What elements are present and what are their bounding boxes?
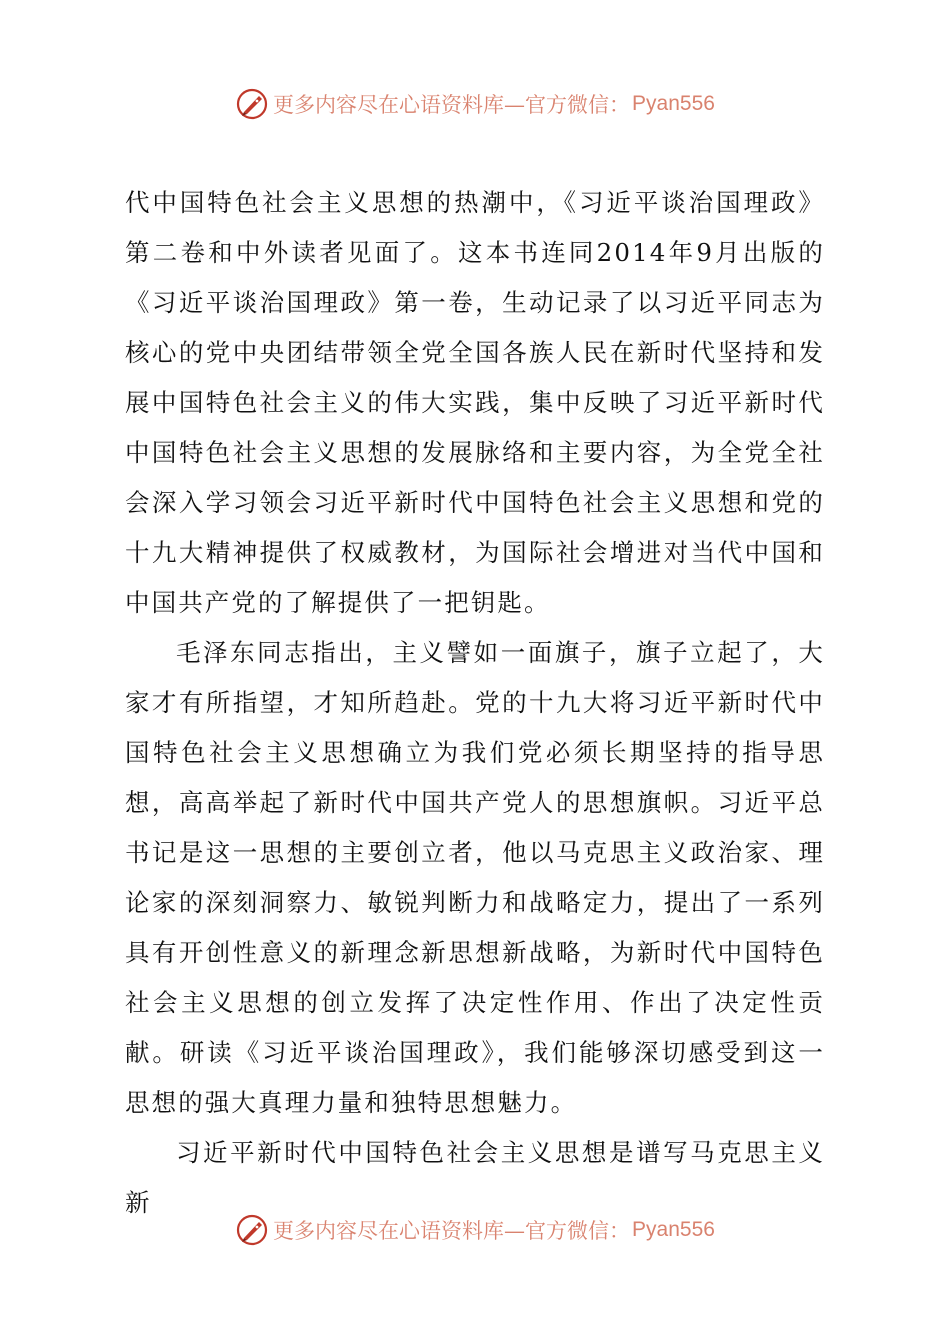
header-banner: [0, 84, 950, 124]
paragraph-2: 毛泽东同志指出，主义譬如一面旗子，旗子立起了，大家才有所指望，才知所趋赴。党的十九大将习近平新时代中国特色社会主义思想确立为我们党必须长期坚持的指导思想，高高举起了新时代中国共产党人的思想旗帜。习近平总书记是这一思想的主要创立者，他以马克思主义政治家、理论家的深刻洞察力、敏锐判断力和战略定力，提出了一系列具有开创性意义的新理念新思想新战略，为新时代中国特色社会主义思想的创立发挥了决定性作用、作出了决定性贡献。研读《习近平谈治国理政》，我们能够深切感受到这一思想的强大真理力量和独特思想魅力。: [125, 638, 825, 1117]
paragraph-3: 习近平新时代中国特色社会主义思想是谱写马克思主义新: [125, 1138, 825, 1217]
pen-circle-logo-icon: [235, 87, 269, 121]
document-body: [125, 178, 825, 1228]
footer-banner-text: 更多内容尽在心语资料库—官方微信：: [273, 1219, 631, 1243]
pen-circle-logo-icon: [235, 1213, 269, 1247]
header-banner-text: 更多内容尽在心语资料库—官方微信：: [273, 93, 631, 117]
paragraph-1: 代中国特色社会主义思想的热潮中，《习近平谈治国理政》第二卷和中外读者见面了。这本书连同2014年9月出版的《习近平谈治国理政》第一卷，生动记录了以习近平同志为核心的党中央团结带领全党全国各族人民在新时代坚持和发展中国特色社会主义的伟大实践，集中反映了习近平新时代中国特色社会主义思想的发展脉络和主要内容，为全党全社会深入学习领会习近平新时代中国特色社会主义思想和党的十九大精神提供了权威教材，为国际社会增进对当代中国和中国共产党的了解提供了一把钥匙。: [125, 188, 825, 617]
header-wechat-id: Pyan556: [632, 92, 715, 115]
footer-wechat-id: Pyan556: [632, 1218, 715, 1241]
footer-banner: [0, 1210, 950, 1250]
